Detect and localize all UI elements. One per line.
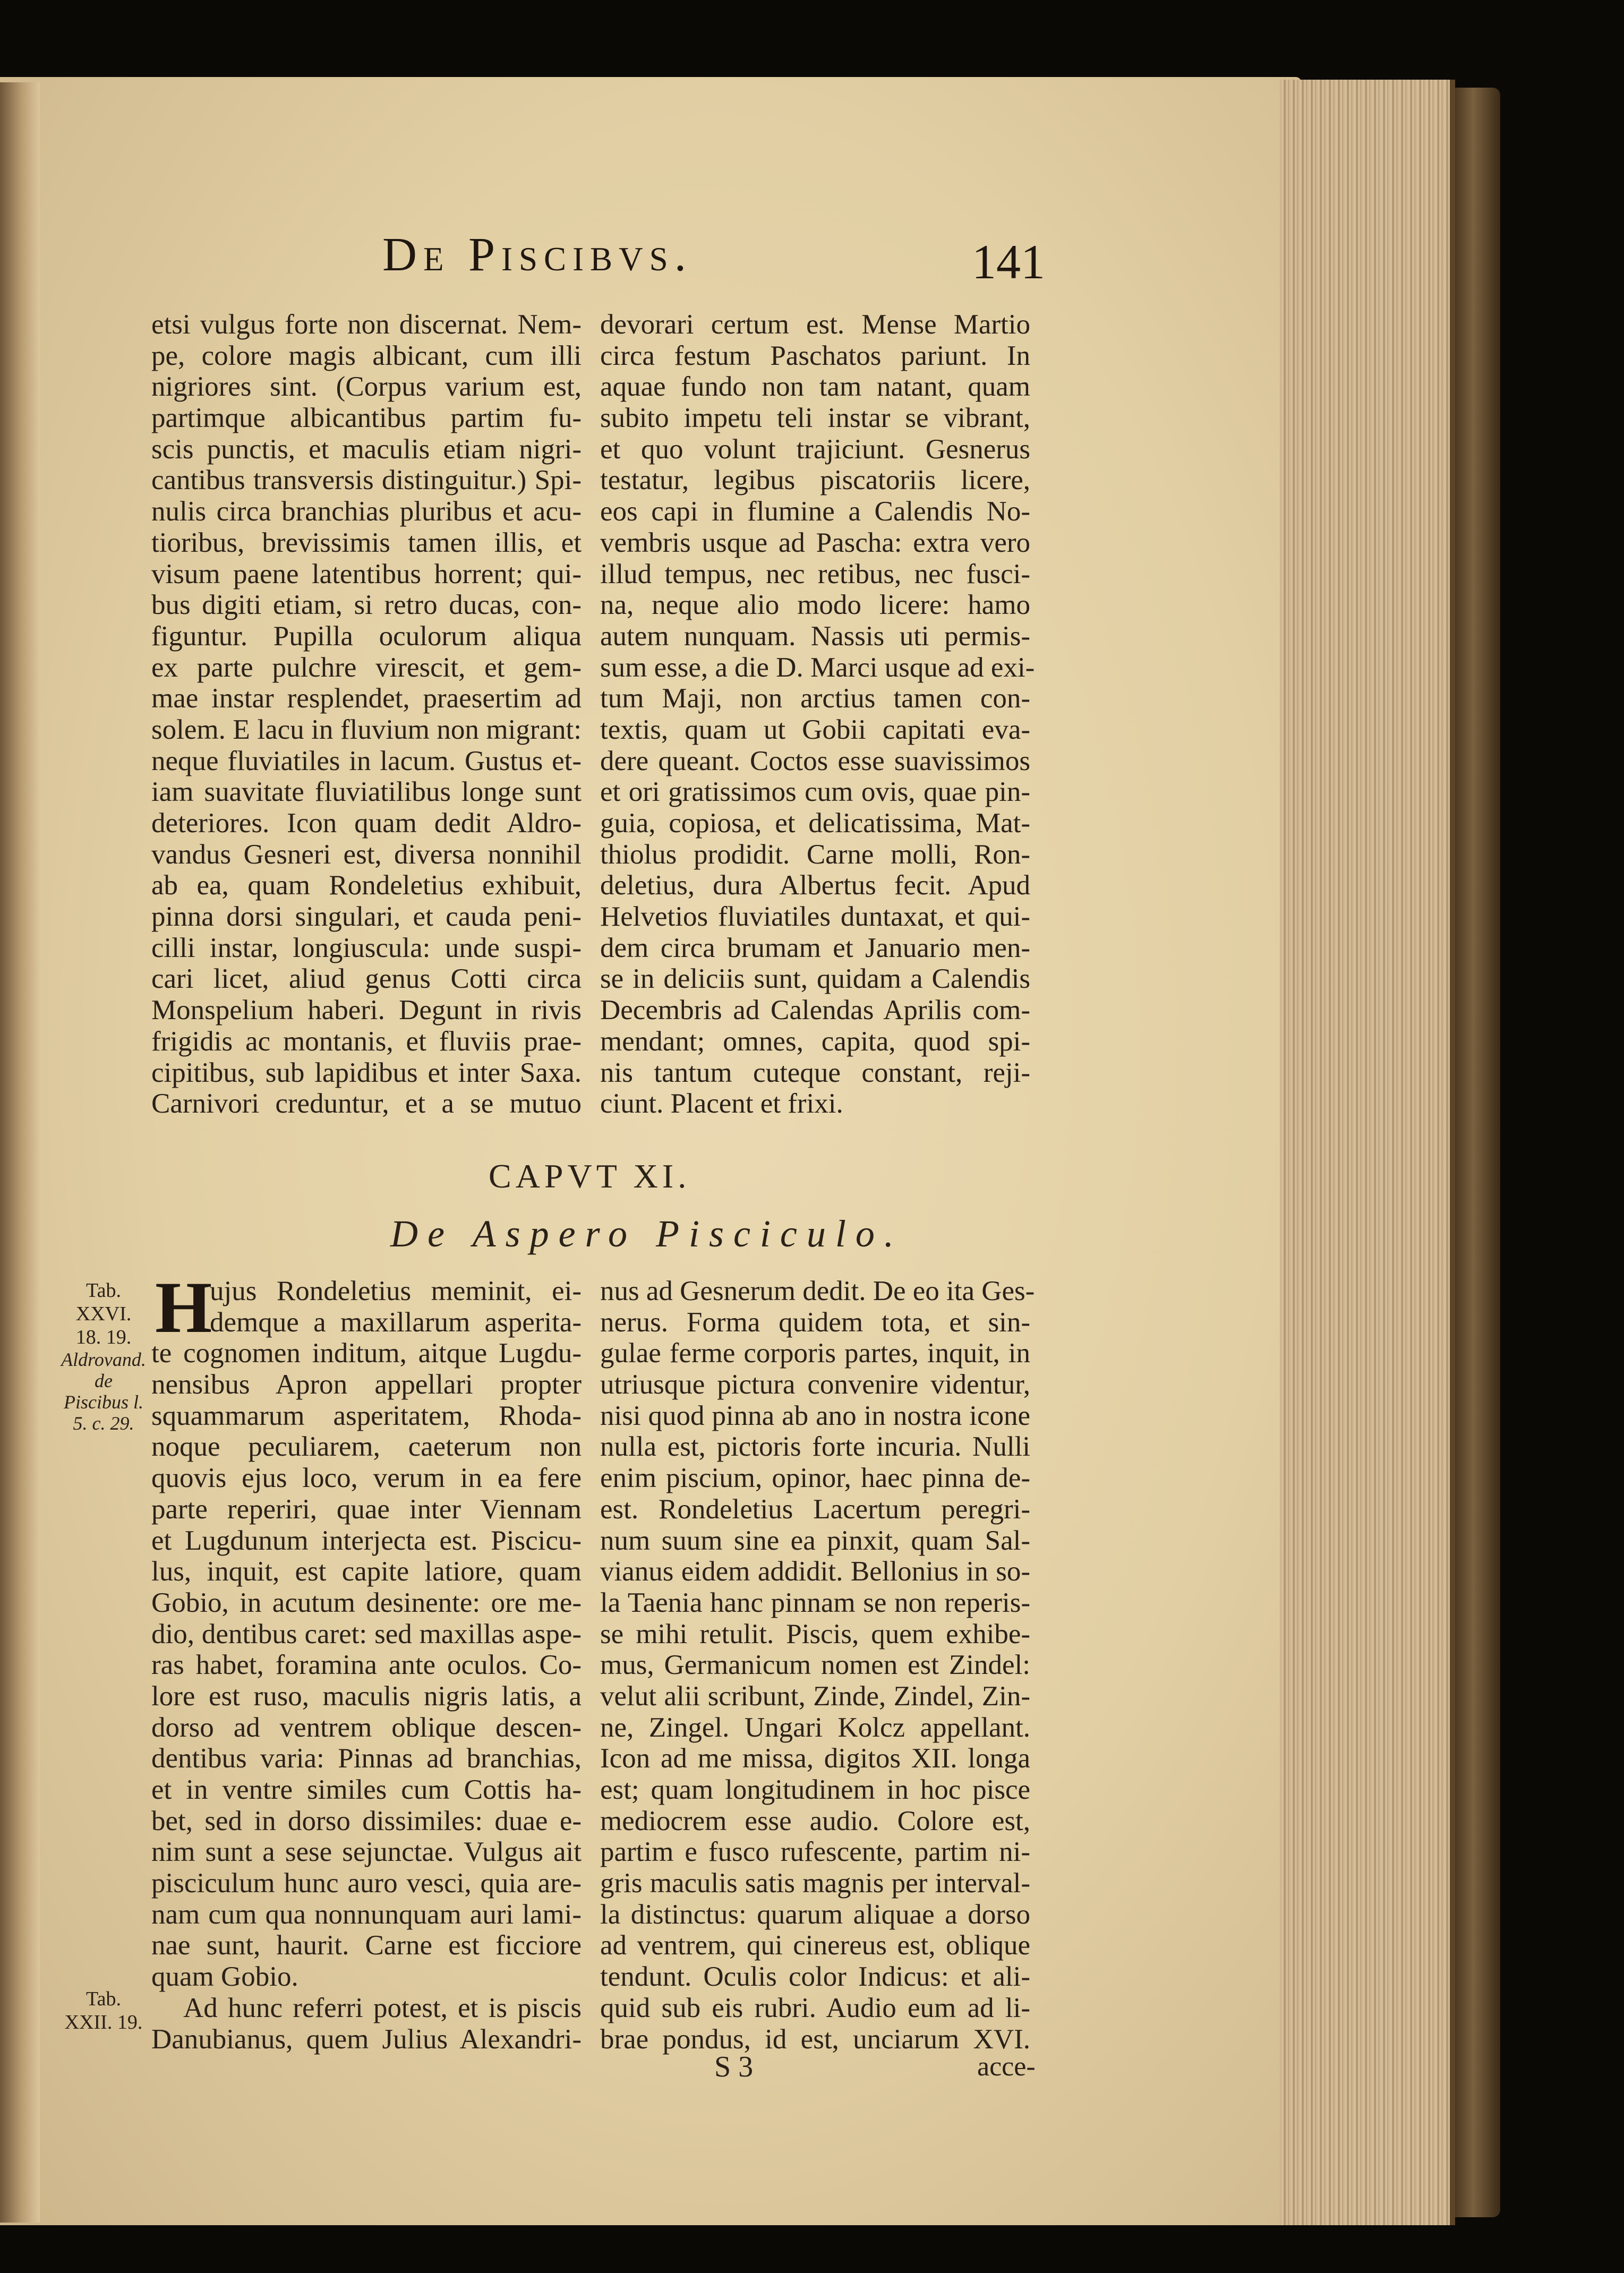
text-line: Carnivori creduntur, et a se mutuo xyxy=(151,1088,582,1120)
chapter-subtitle: De Aspero Pisciculo. xyxy=(390,1212,903,1255)
text-line: squammarum asperitatem, Rhoda- xyxy=(151,1400,582,1431)
bottom-right-column xyxy=(600,1276,1035,2055)
margin-note-plate-reference-2: Tab. XXII. 19. xyxy=(64,1988,143,2033)
text-line: partimque albicantibus partim fu- xyxy=(151,403,582,434)
text-line: gulae ferme corporis partes, inquit, in xyxy=(600,1338,1030,1369)
text-line: demque a maxillarum asperita- xyxy=(210,1306,582,1338)
text-line: est. Rondeletius Lacertum peregri- xyxy=(600,1493,1030,1525)
text-line: mendant; omnes, capita, quod spi- xyxy=(600,1026,1030,1057)
text-line: autem nunquam. Nassis uti permis- xyxy=(600,620,1030,652)
text-line: quam Gobio. xyxy=(151,1961,298,1993)
text-line: dem circa brumam et Januario men- xyxy=(600,932,1030,963)
text-line: nus ad Gesnerum dedit. De eo ita Ges- xyxy=(600,1276,1035,1306)
text-line: guia, copiosa, et delicatissima, Mat- xyxy=(600,808,1030,839)
text-line: subito impetu teli instar se vibrant, xyxy=(600,403,1030,434)
text-line: ne, Zingel. Ungari Kolcz appellant. xyxy=(600,1712,1030,1743)
text-line: deteriores. Icon quam dedit Aldro- xyxy=(151,808,582,839)
text-line: frigidis ac montanis, et fluviis prae- xyxy=(151,1026,582,1057)
text-line: scis punctis, et maculis etiam nigri- xyxy=(151,433,582,465)
text-line: et ori gratissimos cum ovis, quae pin- xyxy=(600,776,1030,808)
book-cover-board xyxy=(1455,88,1500,2217)
text-line: ex parte pulchre virescit, et gem- xyxy=(151,652,582,683)
text-line: vandus Gesneri est, diversa nonnihil xyxy=(151,839,582,870)
text-line: eos capi in flumine a Calendis No- xyxy=(600,496,1030,527)
text-line: est; quam longitudinem in hoc pisce xyxy=(600,1774,1030,1805)
text-line: vianus eidem addidit. Bellonius in so- xyxy=(600,1556,1030,1587)
text-line: nerus. Forma quidem tota, et sin- xyxy=(600,1306,1030,1338)
text-line: la Taenia hanc pinnam se non reperis- xyxy=(600,1587,1030,1618)
text-line: mus, Germanicum nomen est Zindel: xyxy=(600,1650,1030,1681)
text-line: devorari certum est. Mense Martio xyxy=(600,309,1030,340)
text-line: partim e fusco rufescente, partim ni- xyxy=(600,1836,1030,1868)
text-line: vembris usque ad Pascha: extra vero xyxy=(600,527,1030,558)
text-line: iam suavitate fluviatilibus longe sunt xyxy=(151,776,582,808)
text-line: tioribus, brevissimis tamen illis, et xyxy=(151,527,582,558)
text-line: pisciculum hunc auro vesci, quia are- xyxy=(151,1868,582,1899)
text-line: brae pondus, id est, unciarum XVI. xyxy=(600,2023,1030,2055)
text-line: nulis circa branchias pluribus et acu- xyxy=(151,496,582,527)
text-line: pinna dorsi singulari, et cauda peni- xyxy=(151,901,582,933)
text-line: Decembris ad Calendas Aprilis com- xyxy=(600,995,1030,1026)
text-line: Ad hunc referri potest, et is piscis xyxy=(183,1992,582,2023)
signature-mark: S 3 xyxy=(714,2050,754,2083)
text-line: quovis ejus loco, verum in ea fere xyxy=(151,1463,582,1494)
running-title: De Piscibvs. xyxy=(382,228,693,281)
text-line: cari licet, aliud genus Cotti circa xyxy=(151,963,582,995)
margin-note-plate-reference: Tab. XXVI. 18. 19. xyxy=(75,1279,132,1348)
text-line: nam cum qua nonnunquam auri lami- xyxy=(151,1899,582,1930)
text-line: mediocrem esse audio. Colore est, xyxy=(600,1805,1030,1836)
text-line: et in ventre similes cum Cottis ha- xyxy=(151,1774,582,1805)
text-line: se mihi retulit. Piscis, quem exhibe- xyxy=(600,1618,1030,1650)
text-line: nisi quod pinna ab ano in nostra icone xyxy=(600,1400,1030,1431)
text-line: deletius, dura Albertus fecit. Apud xyxy=(600,870,1030,901)
text-line: quid sub eis rubri. Audio eum ad li- xyxy=(600,1992,1030,2023)
text-line: noque peculiarem, caeterum non xyxy=(151,1431,582,1463)
text-line: lore est ruso, maculis nigris latis, a xyxy=(151,1680,582,1712)
catchword: acce- xyxy=(977,2052,1036,2082)
text-line: ujus Rondeletius meminit, ei- xyxy=(210,1276,582,1306)
text-line: etsi vulgus forte non discernat. Nem- xyxy=(151,309,582,340)
text-line: thiolus prodidit. Carne molli, Ron- xyxy=(600,839,1030,870)
text-line: textis, quam ut Gobii capitati eva- xyxy=(600,714,1030,745)
text-line: ab ea, quam Rondeletius exhibuit, xyxy=(151,870,582,901)
text-line: nae sunt, haurit. Carne est ficciore xyxy=(151,1930,582,1961)
text-line: cipitibus, sub lapidibus et inter Saxa. xyxy=(151,1057,582,1088)
text-line: circa festum Paschatos pariunt. In xyxy=(600,340,1030,371)
text-line: bus digiti etiam, si retro ducas, con- xyxy=(151,589,582,621)
text-line: Helvetios fluviatiles duntaxat, et qui- xyxy=(600,901,1030,933)
margin-note-aldrovandus: Aldrovand. de Piscibus l. 5. c. 29. xyxy=(61,1349,146,1434)
text-line: gris maculis satis magnis per interval- xyxy=(600,1868,1030,1899)
text-line: et Lugdunum interjecta est. Piscicu- xyxy=(151,1525,582,1556)
page-number: 141 xyxy=(972,235,1045,289)
text-line: tum Maji, non arctius tamen con- xyxy=(600,683,1030,714)
text-line: nulla est, pictoris forte incuria. Nulli xyxy=(600,1431,1030,1463)
text-line: solem. E lacu in fluvium non migrant: xyxy=(151,714,582,745)
text-line: Monspelium haberi. Degunt in rivis xyxy=(151,995,582,1026)
text-line: la distinctus: quarum aliquae a dorso xyxy=(600,1899,1030,1930)
text-line: neque fluviatiles in lacum. Gustus et- xyxy=(151,745,582,776)
text-line: se in deliciis sunt, quidam a Calendis xyxy=(600,963,1030,995)
text-line: dentibus varia: Pinnas ad branchias, xyxy=(151,1743,582,1774)
text-line: ciunt. Placent et frixi. xyxy=(600,1088,843,1120)
text-line: et quo volunt trajiciunt. Gesnerus xyxy=(600,433,1030,465)
text-line: num suum sine ea pinxit, quam Sal- xyxy=(600,1525,1030,1556)
bottom-left-column xyxy=(151,1267,582,2055)
left-page-curl xyxy=(0,82,40,2223)
drop-cap: H xyxy=(155,1267,212,1348)
top-left-column xyxy=(151,309,582,1120)
text-line: utriusque pictura convenire videntur, xyxy=(600,1369,1030,1400)
text-line: mae instar resplendet, praesertim ad xyxy=(151,683,582,714)
text-line: nis tantum cuteque constant, reji- xyxy=(600,1057,1030,1088)
text-line: Icon ad me missa, digitos XII. longa xyxy=(600,1743,1030,1774)
page-fore-edge xyxy=(1280,80,1455,2225)
text-line: parte reperiri, quae inter Viennam xyxy=(151,1493,582,1525)
text-line: nensibus Apron appellari propter xyxy=(151,1369,582,1400)
text-line: lus, inquit, est capite latiore, quam xyxy=(151,1556,582,1587)
text-line: cantibus transversis distinguitur.) Spi- xyxy=(151,465,582,496)
text-line: dere queant. Coctos esse suavissimos xyxy=(600,745,1030,776)
text-line: pe, colore magis albicant, cum illi xyxy=(151,340,582,371)
text-line: Gobio, in acutum desinente: ore me- xyxy=(151,1587,582,1618)
chapter-heading: CAPVT XI. xyxy=(489,1157,691,1195)
text-line: na, neque alio modo licere: hamo xyxy=(600,589,1030,621)
text-line: aquae fundo non tam natant, quam xyxy=(600,371,1030,403)
text-line: visum paene latentibus horrent; qui- xyxy=(151,558,582,589)
text-line: ad ventrem, qui cinereus est, oblique xyxy=(600,1930,1030,1961)
text-line: dio, dentibus caret: sed maxillas aspe- xyxy=(151,1618,582,1650)
text-line: illud tempus, nec retibus, nec fusci- xyxy=(600,558,1030,589)
text-line: cilli instar, longiuscula: unde suspi- xyxy=(151,932,582,963)
top-right-column xyxy=(600,309,1035,1120)
text-line: Danubianus, quem Julius Alexandri- xyxy=(151,2023,582,2055)
text-line: ras habet, foramina ante oculos. Co- xyxy=(151,1650,582,1681)
text-line: figuntur. Pupilla oculorum aliqua xyxy=(151,620,582,652)
text-line: sum esse, a die D. Marci usque ad exi- xyxy=(600,652,1035,683)
text-line: nigriores sint. (Corpus varium est, xyxy=(151,371,582,403)
text-line: testatur, legibus piscatoriis licere, xyxy=(600,465,1030,496)
text-line: bet, sed in dorso dissimiles: duae e- xyxy=(151,1805,582,1836)
text-line: velut alii scribunt, Zinde, Zindel, Zin- xyxy=(600,1680,1030,1712)
text-line: tendunt. Oculis color Indicus: et ali- xyxy=(600,1961,1030,1993)
text-line: nim sunt a sese sejunctae. Vulgus ait xyxy=(151,1836,582,1868)
text-line: te cognomen inditum, aitque Lugdu- xyxy=(151,1338,582,1369)
text-line: dorso ad ventrem oblique descen- xyxy=(151,1712,582,1743)
text-line: enim piscium, opinor, haec pinna de- xyxy=(600,1463,1030,1494)
